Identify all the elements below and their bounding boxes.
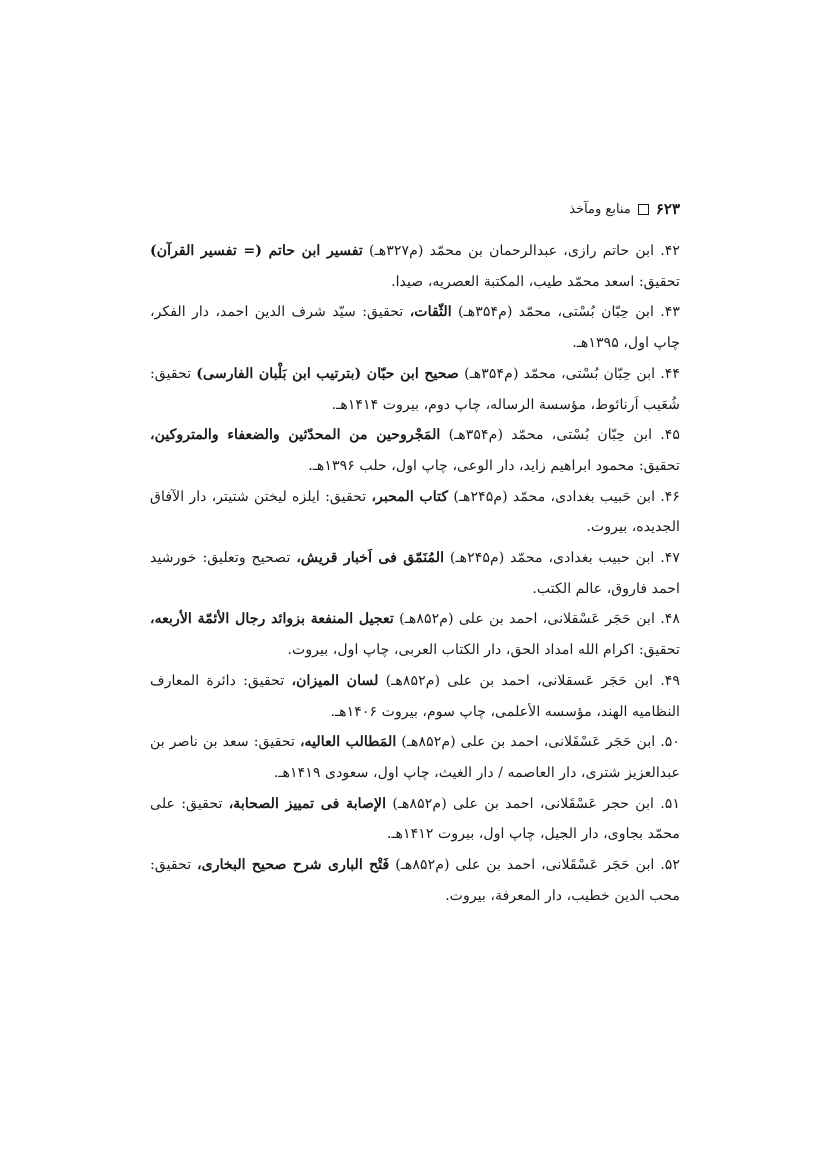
bibliography-entry — [150, 604, 680, 665]
entry-publication: تحقیق: سیّد شرف الدین احمد، دار الفکر، چاپ اول، ۱۳۹۵هـ. — [150, 304, 680, 352]
entry-number: ۴۷. — [660, 550, 681, 567]
entry-author: ابن حَبیب بغدادی، محمّد (م۲۴۵هـ) — [453, 488, 656, 505]
bibliography-entry — [150, 789, 680, 850]
entry-title: الإصابة فی تمییز الصحابة، — [228, 795, 387, 812]
bibliography-entry — [150, 420, 680, 481]
entry-author: ابن حَجَر عَسقلانی، احمد بن علی (م۸۵۲هـ) — [385, 672, 654, 689]
entry-author: ابن حبیب بغدادی، محمّد (م۲۴۵هـ) — [449, 550, 655, 567]
entry-number: ۵۲. — [660, 857, 680, 874]
entry-publication: تحقیق: اکرام الله امداد الحق، دار الکتاب العربی، چاپ اول، بیروت. — [287, 642, 680, 659]
entry-title: صحیح ابن حبّان (بترتیب ابن بَلْبان الفارسی) — [196, 365, 459, 382]
section-title: منابع ومآخذ — [569, 201, 631, 217]
entry-publication: تحقیق: ایلزه لیختن شتیتر، دار الآفاق الجدیده، بیروت. — [150, 488, 680, 536]
entry-title: المَطالب العالیه، — [299, 734, 397, 751]
entry-title: تفسیر ابن حاتم (= تفسیر القرآن) — [150, 243, 363, 259]
bibliography-entry — [150, 359, 680, 420]
page-number: ۶۲۳ — [655, 200, 680, 218]
bibliography-entry — [150, 297, 680, 358]
entry-number: ۴۶. — [660, 488, 680, 505]
entry-author: ابن حَجَر عَسْقَلانی، احمد بن علی (م۸۵۲هـ) — [395, 857, 655, 874]
entry-publication: تحقیق: محب الدین خطیب، دار المعرفة، بیروت. — [150, 857, 680, 904]
bibliography-entry — [150, 850, 680, 911]
bibliography-entry — [150, 727, 680, 788]
entry-author: ابن حَجَر عَسْقلانی، احمد بن علی (م۸۵۲هـ) — [399, 611, 655, 628]
entry-publication: تحقیق: علی محمّد بجاوی، دار الجیل، چاپ اول، بیروت ۱۴۱۲هـ. — [150, 795, 680, 843]
entry-publication: تحقیق: اسعد محمّد طیب، المکتبة العصریه، صیدا. — [391, 273, 680, 290]
entry-number: ۴۹. — [660, 672, 681, 689]
entry-title: تعجیل المنفعة بزوائد رجال الأئمّة الأربعه، — [150, 611, 394, 628]
entry-publication: تصحیح وتعلیق: خورشید احمد فاروق، عالم الکتب. — [150, 550, 680, 597]
entry-publication: تحقیق: محمود ابراهیم زاید، دار الوعی، چاپ اول، حلب ۱۳۹۶هـ. — [308, 457, 680, 474]
bibliography-entry — [150, 543, 680, 604]
entry-number: ۴۴. — [660, 365, 680, 382]
entry-author: ابن حاتم رازی، عبدالرحمان بن محمّد (م۳۲۷هـ) — [369, 243, 655, 259]
entry-publication: تحقیق: دائرة المعارف النظامیه الهند، مؤسسه الأعلمی، چاپ سوم، بیروت ۱۴۰۶هـ. — [150, 672, 680, 720]
bibliography-list — [150, 236, 680, 911]
entry-number: ۴۵. — [660, 427, 680, 444]
entry-author: ابن حِبّان بُسْتی، محمّد (م۳۵۴هـ) — [458, 304, 654, 321]
entry-title: لسان المیزان، — [291, 672, 379, 689]
entry-number: ۴۲. — [660, 243, 680, 259]
entry-author: ابن حِبّان بُسْتی، محمّد (م۳۵۴هـ) — [448, 427, 653, 444]
entry-number: ۴۳. — [660, 304, 680, 321]
bibliography-entry — [150, 666, 680, 727]
bibliography-entry — [150, 236, 680, 297]
entry-author: ابن حجر عَسْقَلانی، احمد بن علی (م۸۵۲هـ) — [392, 795, 654, 812]
entry-title: المَجْروحین من المحدّثین والضعفاء والمتروکین، — [150, 427, 441, 444]
bibliography-entry — [150, 482, 680, 543]
square-bullet-icon — [638, 204, 649, 215]
entry-title: فَتْح الباری شرح صحیح البخاری، — [197, 857, 390, 874]
entry-author: ابن حِبّان بُسْتی، محمّد (م۳۵۴هـ) — [464, 365, 656, 382]
entry-title: المُنَمّق فی اَخبار قریش، — [296, 550, 445, 567]
entry-title: کتاب المحبر، — [371, 488, 449, 505]
running-header — [150, 197, 680, 221]
entry-number: ۴۸. — [660, 611, 680, 628]
entry-publication: تحقیق: سعد بن ناصر بن عبدالعزیز شتری، دار العاصمه / دار الغیث، چاپ اول، سعودی ۱۴۱۹هـ. — [150, 734, 680, 781]
entry-publication: تحقیق: شُعَیب اَرنائوط، مؤسسة الرساله، چاپ دوم، بیروت ۱۴۱۴هـ. — [150, 365, 680, 413]
entry-author: ابن حَجَر عَسْقَلانی، احمد بن علی (م۸۵۲هـ) — [401, 734, 656, 751]
entry-number: ۵۱. — [660, 795, 680, 812]
entry-title: الثّقات، — [409, 304, 452, 321]
entry-number: ۵۰. — [660, 734, 681, 751]
